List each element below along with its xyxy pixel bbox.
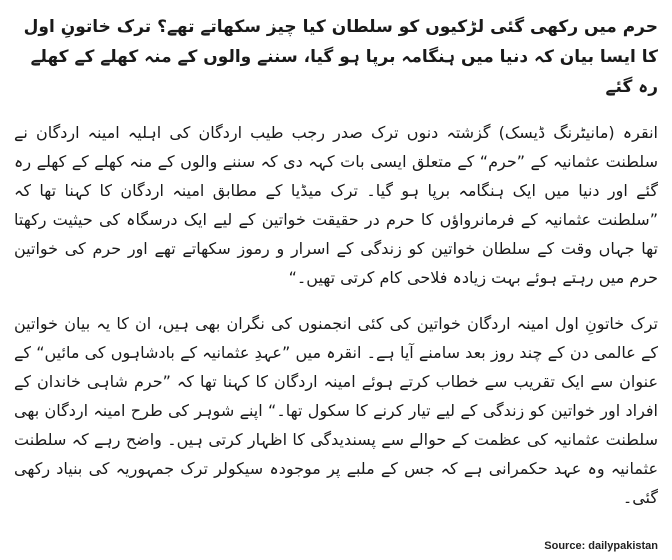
article-paragraph-2: ترک خاتونِ اول امینہ اردگان خواتین کی کئی انجمنوں کی نگران بھی ہیں، ان کا یہ بیان خواتین کے عالمی دن کے چند روز بعد سامنے آیا ہے۔ انقرہ میں ”عہدِ عثمانیہ کے بادشاہوں کی مائیں“ کے عنوان سے ایک تقریب سے خطاب کرتے ہوئے امینہ اردگان کا کہنا تھا کہ ”حرم شاہی خاندان کے افراد اور خواتین کو زندگی کے لیے تیار کرنے کا سکول تھا۔“ اپنے شوہر کی طرح امینہ اردگان بھی سلطنت عثمانیہ کی عظمت کے حوالے سے پسندیدگی کا اظہار کرتی ہیں۔ واضح رہے کہ سلطنت عثمانیہ وہ عہد حکمرانی ہے کہ جس کے ملبے پر موجودہ سیکولر ترک جمہوریہ کی بنیاد رکھی گئی۔ [14, 314, 658, 507]
source-credit: Source: dailypakistan [544, 540, 658, 552]
article-paragraph-1: انقرہ (مانیٹرنگ ڈیسک) گزشتہ دنوں ترک صدر رجب طیب اردگان کی اہلیہ امینہ اردگان نے سلطنت عثمانیہ کے ”حرم“ کے متعلق ایسی بات کہہ دی کہ سننے والوں کے منہ کھلے کے کھلے رہ گئے اور دنیا میں ایک ہنگامہ برپا ہو گیا۔ ترک میڈیا کے مطابق امینہ اردگان کا کہنا تھا کہ ”سلطنت عثمانیہ کے فرمانرواؤں کا حرم در حقیقت خواتین کے لیے ایک درسگاہ کی حیثیت رکھتا تھا جہاں وقت کے سلطان خواتین کو زندگی کے اسرار و رموز سکھاتے تھے اور حرم کی خواتین حرم میں رہتے ہوئے بہت زیادہ فلاحی کام کرتی تھیں۔“ [14, 123, 658, 287]
article-headline: حرم میں رکھی گئی لڑکیوں کو سلطان کیا چیز سکھاتے تھے؟ ترک خاتونِ اول کا ایسا بیان کہ دنیا میں ہنگامہ برپا ہو گیا، سننے والوں کے منہ کھلے کے کھلے رہ گئے [23, 17, 658, 97]
